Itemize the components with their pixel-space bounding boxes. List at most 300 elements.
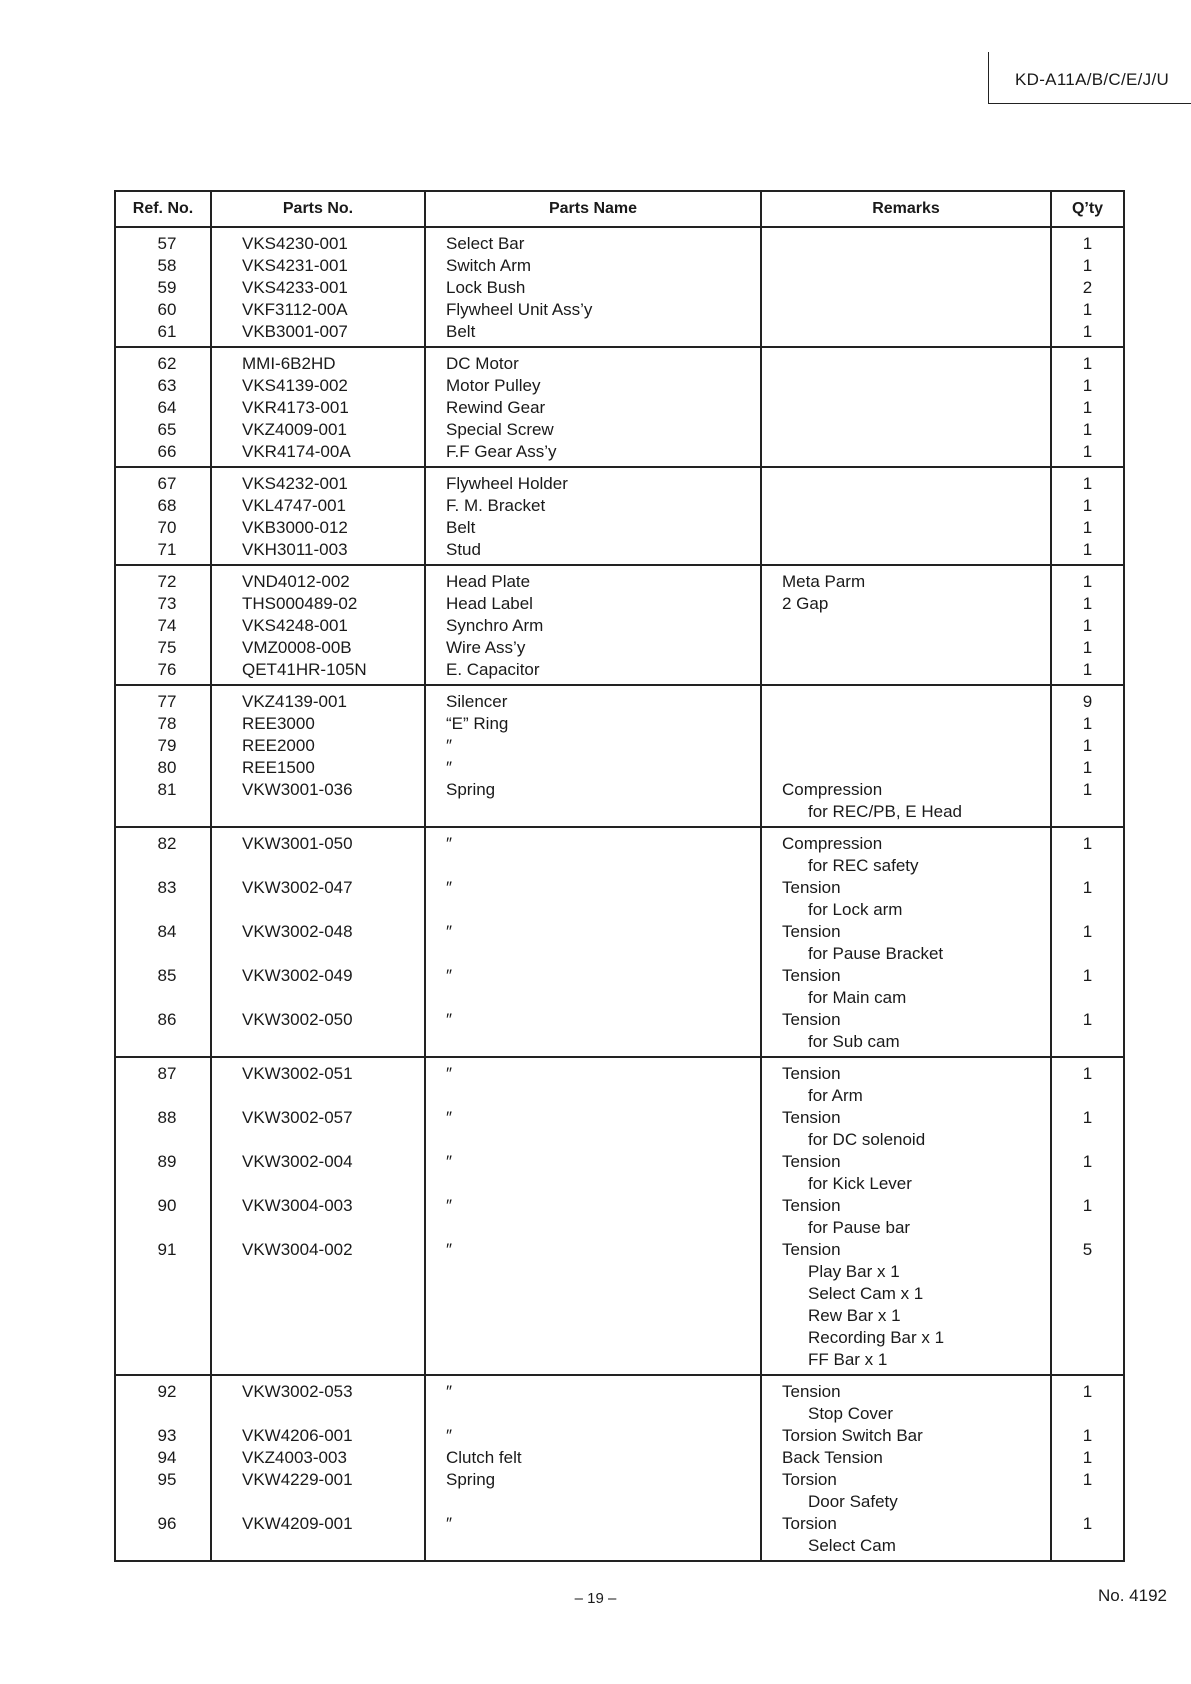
col-header-qty: Q’ty [1051, 191, 1124, 227]
quantity-cell: 1 [1051, 539, 1124, 565]
parts-name-cell: ″ [425, 965, 761, 1009]
ref-no-cell: 64 [115, 397, 211, 419]
table-row [115, 1513, 1124, 1561]
ref-no-cell: 79 [115, 735, 211, 757]
table-row [115, 565, 1124, 593]
parts-no-cell: VKW3004-002 [211, 1239, 425, 1283]
remarks-subtext: for Pause Bracket [808, 944, 944, 963]
parts-name-cell: Synchro Arm [425, 615, 761, 637]
table-row [115, 255, 1124, 277]
quantity-cell: 1 [1051, 1375, 1124, 1425]
remarks-cell [761, 1305, 1051, 1327]
quantity-cell: 1 [1051, 1057, 1124, 1107]
parts-no-cell: VKS4231-001 [211, 255, 425, 277]
ref-no-cell: 75 [115, 637, 211, 659]
remarks-text: Torsion [782, 1514, 837, 1533]
parts-name-cell: F. M. Bracket [425, 495, 761, 517]
remarks-subtext: Recording Bar x 1 [808, 1328, 945, 1347]
parts-no-cell: VKS4233-001 [211, 277, 425, 299]
remarks-text: Meta Parm [782, 572, 866, 591]
parts-name-cell: ″ [425, 757, 761, 779]
quantity-cell: 1 [1051, 1469, 1124, 1513]
ref-no-cell: 78 [115, 713, 211, 735]
table-row [115, 375, 1124, 397]
quantity-cell: 9 [1051, 685, 1124, 713]
quantity-cell: 1 [1051, 1009, 1124, 1057]
ref-no-cell: 87 [115, 1057, 211, 1107]
parts-name-cell: ″ [425, 827, 761, 877]
parts-no-cell: VKW3002-057 [211, 1107, 425, 1151]
remarks-subtext: Stop Cover [808, 1404, 894, 1423]
ref-no-cell: 80 [115, 757, 211, 779]
ref-no-cell: 65 [115, 419, 211, 441]
quantity-cell: 1 [1051, 321, 1124, 347]
parts-name-cell: Clutch felt [425, 1447, 761, 1469]
quantity-cell: 1 [1051, 227, 1124, 255]
remarks-cell [761, 277, 1051, 299]
parts-name-cell: Belt [425, 517, 761, 539]
remarks-subtext: for Sub cam [808, 1032, 900, 1051]
parts-no-cell: VKW3001-050 [211, 827, 425, 877]
remarks-cell [761, 1469, 1051, 1513]
ref-no-cell [115, 1283, 211, 1305]
remarks-cell [761, 1425, 1051, 1447]
parts-no-cell [211, 1305, 425, 1327]
remarks-cell [761, 441, 1051, 467]
quantity-cell [1051, 1305, 1124, 1327]
remarks-cell [761, 227, 1051, 255]
table-row [115, 685, 1124, 713]
table-row [115, 615, 1124, 637]
remarks-cell [761, 299, 1051, 321]
ref-no-cell: 72 [115, 565, 211, 593]
quantity-cell: 1 [1051, 1447, 1124, 1469]
ref-no-cell: 61 [115, 321, 211, 347]
ref-no-cell: 96 [115, 1513, 211, 1561]
quantity-cell: 1 [1051, 713, 1124, 735]
remarks-text: Tension [782, 922, 841, 941]
remarks-subtext: for Lock arm [808, 900, 903, 919]
parts-name-cell: Rewind Gear [425, 397, 761, 419]
ref-no-cell: 68 [115, 495, 211, 517]
remarks-cell [761, 565, 1051, 593]
parts-name-cell: Silencer [425, 685, 761, 713]
ref-no-cell: 58 [115, 255, 211, 277]
parts-name-cell [425, 1283, 761, 1305]
parts-name-cell: Flywheel Holder [425, 467, 761, 495]
parts-name-cell [425, 1349, 761, 1375]
table-row [115, 659, 1124, 685]
remarks-cell [761, 1107, 1051, 1151]
remarks-subtext: Select Cam [808, 1536, 896, 1555]
parts-name-cell: Flywheel Unit Ass’y [425, 299, 761, 321]
document-number: No. 4192 [1098, 1586, 1167, 1605]
ref-no-cell: 70 [115, 517, 211, 539]
quantity-cell [1051, 1327, 1124, 1349]
parts-name-cell: ″ [425, 1057, 761, 1107]
parts-name-cell: ″ [425, 877, 761, 921]
row-group [115, 347, 1124, 467]
remarks-cell [761, 877, 1051, 921]
remarks-cell [761, 1239, 1051, 1283]
ref-no-cell: 88 [115, 1107, 211, 1151]
ref-no-cell: 95 [115, 1469, 211, 1513]
remarks-cell [761, 495, 1051, 517]
quantity-cell: 1 [1051, 299, 1124, 321]
parts-no-cell: VND4012-002 [211, 565, 425, 593]
quantity-cell: 1 [1051, 827, 1124, 877]
parts-no-cell: VKZ4009-001 [211, 419, 425, 441]
table-row [115, 637, 1124, 659]
remarks-text: Tension [782, 966, 841, 985]
parts-no-cell: VKW3002-049 [211, 965, 425, 1009]
ref-no-cell [115, 1327, 211, 1349]
parts-no-cell: VKW3002-051 [211, 1057, 425, 1107]
ref-no-cell [115, 1305, 211, 1327]
remarks-cell [761, 1375, 1051, 1425]
remarks-cell [761, 1349, 1051, 1375]
table-row [115, 495, 1124, 517]
remarks-cell [761, 347, 1051, 375]
remarks-cell [761, 779, 1051, 827]
table-row [115, 1057, 1124, 1107]
row-group [115, 827, 1124, 1057]
table-row [115, 1283, 1124, 1305]
parts-no-cell: VKW3002-047 [211, 877, 425, 921]
table-row [115, 397, 1124, 419]
page-number: – 19 – [574, 1590, 617, 1607]
quantity-cell: 1 [1051, 375, 1124, 397]
ref-no-cell: 74 [115, 615, 211, 637]
table-row [115, 965, 1124, 1009]
remarks-text: 2 Gap [782, 594, 829, 613]
quantity-cell: 1 [1051, 255, 1124, 277]
quantity-cell: 1 [1051, 347, 1124, 375]
ref-no-cell: 86 [115, 1009, 211, 1057]
parts-name-cell: ″ [425, 1107, 761, 1151]
table-row [115, 1239, 1124, 1283]
ref-no-cell: 93 [115, 1425, 211, 1447]
remarks-subtext: for DC solenoid [808, 1130, 926, 1149]
parts-no-cell: VKW4209-001 [211, 1513, 425, 1561]
ref-no-cell: 77 [115, 685, 211, 713]
table-row [115, 713, 1124, 735]
table-row [115, 827, 1124, 877]
quantity-cell [1051, 1283, 1124, 1305]
remarks-text: Compression [782, 780, 883, 799]
parts-name-cell: ″ [425, 1425, 761, 1447]
remarks-cell [761, 735, 1051, 757]
table-row [115, 1469, 1124, 1513]
ref-no-cell: 76 [115, 659, 211, 685]
parts-no-cell: REE3000 [211, 713, 425, 735]
remarks-text: Torsion [782, 1470, 837, 1489]
parts-name-cell: ″ [425, 921, 761, 965]
model-number: KD-A11A/B/C/E/J/U [1015, 70, 1170, 89]
remarks-cell [761, 1513, 1051, 1561]
parts-no-cell: REE2000 [211, 735, 425, 757]
table-row [115, 539, 1124, 565]
parts-name-cell: E. Capacitor [425, 659, 761, 685]
parts-no-cell [211, 1349, 425, 1375]
ref-no-cell: 84 [115, 921, 211, 965]
ref-no-cell: 60 [115, 299, 211, 321]
remarks-cell [761, 757, 1051, 779]
row-group [115, 227, 1124, 347]
ref-no-cell: 63 [115, 375, 211, 397]
ref-no-cell [115, 1349, 211, 1375]
remarks-cell [761, 539, 1051, 565]
table-row [115, 517, 1124, 539]
table-row [115, 1375, 1124, 1425]
remarks-text: Tension [782, 1108, 841, 1127]
parts-no-cell: VKB3001-007 [211, 321, 425, 347]
remarks-cell [761, 713, 1051, 735]
remarks-cell [761, 467, 1051, 495]
parts-name-cell: Special Screw [425, 419, 761, 441]
parts-name-cell: Head Label [425, 593, 761, 615]
remarks-cell [761, 685, 1051, 713]
parts-no-cell: VKR4173-001 [211, 397, 425, 419]
parts-name-cell: Belt [425, 321, 761, 347]
table-row [115, 735, 1124, 757]
remarks-cell [761, 593, 1051, 615]
remarks-cell [761, 375, 1051, 397]
parts-name-cell: F.F Gear Ass’y [425, 441, 761, 467]
parts-name-cell: Switch Arm [425, 255, 761, 277]
quantity-cell: 1 [1051, 1107, 1124, 1151]
quantity-cell: 1 [1051, 593, 1124, 615]
parts-no-cell: VKL4747-001 [211, 495, 425, 517]
parts-name-cell: ″ [425, 1195, 761, 1239]
table-row [115, 1009, 1124, 1057]
remarks-subtext: Play Bar x 1 [808, 1262, 900, 1281]
table-row [115, 779, 1124, 827]
quantity-cell: 1 [1051, 467, 1124, 495]
remarks-cell [761, 637, 1051, 659]
parts-no-cell [211, 1327, 425, 1349]
parts-no-cell: VKH3011-003 [211, 539, 425, 565]
quantity-cell: 1 [1051, 965, 1124, 1009]
table-row [115, 921, 1124, 965]
remarks-subtext: for Arm [808, 1086, 863, 1105]
table-row [115, 441, 1124, 467]
header-row [115, 191, 1124, 227]
remarks-text: Compression [782, 834, 883, 853]
quantity-cell: 1 [1051, 1195, 1124, 1239]
remarks-subtext: for Main cam [808, 988, 907, 1007]
quantity-cell: 1 [1051, 637, 1124, 659]
parts-no-cell: VKZ4139-001 [211, 685, 425, 713]
row-group [115, 1375, 1124, 1561]
remarks-subtext: for REC safety [808, 856, 919, 875]
remarks-cell [761, 321, 1051, 347]
col-header-parts-name: Parts Name [425, 191, 761, 227]
remarks-subtext: Door Safety [808, 1492, 898, 1511]
remarks-text: Tension [782, 1382, 841, 1401]
remarks-subtext: for REC/PB, E Head [808, 802, 963, 821]
quantity-cell: 1 [1051, 397, 1124, 419]
ref-no-cell: 66 [115, 441, 211, 467]
ref-no-cell: 57 [115, 227, 211, 255]
quantity-cell: 1 [1051, 615, 1124, 637]
parts-name-cell: Motor Pulley [425, 375, 761, 397]
parts-no-cell: VKW4229-001 [211, 1469, 425, 1513]
parts-no-cell: VKB3000-012 [211, 517, 425, 539]
ref-no-cell: 94 [115, 1447, 211, 1469]
parts-no-cell: VKS4139-002 [211, 375, 425, 397]
quantity-cell: 1 [1051, 735, 1124, 757]
parts-name-cell: Spring [425, 1469, 761, 1513]
row-group [115, 565, 1124, 685]
parts-no-cell: VKW3002-004 [211, 1151, 425, 1195]
table-row [115, 321, 1124, 347]
ref-no-cell: 82 [115, 827, 211, 877]
table-row [115, 1425, 1124, 1447]
parts-name-cell: Head Plate [425, 565, 761, 593]
parts-name-cell: ″ [425, 1239, 761, 1283]
remarks-cell [761, 921, 1051, 965]
quantity-cell [1051, 1349, 1124, 1375]
quantity-cell: 1 [1051, 441, 1124, 467]
table-row [115, 277, 1124, 299]
ref-no-cell: 62 [115, 347, 211, 375]
parts-no-cell [211, 1283, 425, 1305]
quantity-cell: 1 [1051, 659, 1124, 685]
parts-no-cell: VKW3002-048 [211, 921, 425, 965]
remarks-cell [761, 965, 1051, 1009]
quantity-cell: 1 [1051, 1151, 1124, 1195]
parts-name-cell: ″ [425, 1151, 761, 1195]
parts-no-cell: VKS4232-001 [211, 467, 425, 495]
remarks-text: Tension [782, 1152, 841, 1171]
ref-no-cell: 73 [115, 593, 211, 615]
remarks-cell [761, 827, 1051, 877]
ref-no-cell: 92 [115, 1375, 211, 1425]
parts-no-cell: VKS4230-001 [211, 227, 425, 255]
ref-no-cell: 90 [115, 1195, 211, 1239]
remarks-cell [761, 1195, 1051, 1239]
parts-name-cell: Select Bar [425, 227, 761, 255]
ref-no-cell: 91 [115, 1239, 211, 1283]
parts-name-cell: ″ [425, 735, 761, 757]
parts-no-cell: QET41HR-105N [211, 659, 425, 685]
parts-no-cell: VKW4206-001 [211, 1425, 425, 1447]
table-row [115, 227, 1124, 255]
ref-no-cell: 67 [115, 467, 211, 495]
quantity-cell: 1 [1051, 877, 1124, 921]
quantity-cell: 1 [1051, 565, 1124, 593]
col-header-parts-no: Parts No. [211, 191, 425, 227]
table-row [115, 419, 1124, 441]
parts-no-cell: VKW3001-036 [211, 779, 425, 827]
parts-name-cell: Stud [425, 539, 761, 565]
remarks-text: Tension [782, 1064, 841, 1083]
remarks-text: Tension [782, 1010, 841, 1029]
parts-name-cell: Lock Bush [425, 277, 761, 299]
table-row [115, 347, 1124, 375]
parts-no-cell: VKW3002-050 [211, 1009, 425, 1057]
parts-no-cell: VKW3004-003 [211, 1195, 425, 1239]
remarks-cell [761, 419, 1051, 441]
parts-no-cell: REE1500 [211, 757, 425, 779]
remarks-subtext: FF Bar x 1 [808, 1350, 888, 1369]
remarks-subtext: for Kick Lever [808, 1174, 912, 1193]
ref-no-cell: 81 [115, 779, 211, 827]
parts-name-cell: “E” Ring [425, 713, 761, 735]
remarks-cell [761, 1283, 1051, 1305]
parts-no-cell: VKZ4003-003 [211, 1447, 425, 1469]
table-row [115, 877, 1124, 921]
quantity-cell: 2 [1051, 277, 1124, 299]
remarks-subtext: Select Cam x 1 [808, 1284, 924, 1303]
remarks-cell [761, 397, 1051, 419]
remarks-text: Torsion Switch Bar [782, 1426, 923, 1445]
col-header-remarks: Remarks [761, 191, 1051, 227]
table-row [115, 1447, 1124, 1469]
row-group [115, 1057, 1124, 1375]
parts-no-cell: MMI-6B2HD [211, 347, 425, 375]
parts-name-cell [425, 1305, 761, 1327]
remarks-subtext: Rew Bar x 1 [808, 1306, 901, 1325]
col-header-ref-no: Ref. No. [115, 191, 211, 227]
table-row [115, 593, 1124, 615]
remarks-cell [761, 1057, 1051, 1107]
quantity-cell: 1 [1051, 921, 1124, 965]
quantity-cell: 1 [1051, 1425, 1124, 1447]
parts-name-cell: Wire Ass’y [425, 637, 761, 659]
quantity-cell: 1 [1051, 517, 1124, 539]
table-row [115, 757, 1124, 779]
parts-no-cell: VKW3002-053 [211, 1375, 425, 1425]
remarks-cell [761, 1009, 1051, 1057]
parts-no-cell: VKF3112-00A [211, 299, 425, 321]
parts-no-cell: THS000489-02 [211, 593, 425, 615]
row-group [115, 685, 1124, 827]
row-group [115, 467, 1124, 565]
remarks-cell [761, 1447, 1051, 1469]
quantity-cell: 1 [1051, 1513, 1124, 1561]
table-row [115, 1327, 1124, 1349]
quantity-cell: 1 [1051, 757, 1124, 779]
ref-no-cell: 83 [115, 877, 211, 921]
table-row [115, 299, 1124, 321]
quantity-cell: 5 [1051, 1239, 1124, 1283]
remarks-cell [761, 659, 1051, 685]
ref-no-cell: 85 [115, 965, 211, 1009]
ref-no-cell: 89 [115, 1151, 211, 1195]
remarks-cell [761, 255, 1051, 277]
parts-name-cell: ″ [425, 1375, 761, 1425]
quantity-cell: 1 [1051, 419, 1124, 441]
quantity-cell: 1 [1051, 495, 1124, 517]
parts-name-cell: ″ [425, 1009, 761, 1057]
parts-no-cell: VKS4248-001 [211, 615, 425, 637]
parts-name-cell [425, 1327, 761, 1349]
parts-no-cell: VMZ0008-00B [211, 637, 425, 659]
remarks-text: Back Tension [782, 1448, 883, 1467]
remarks-text: Tension [782, 878, 841, 897]
quantity-cell: 1 [1051, 779, 1124, 827]
parts-no-cell: VKR4174-00A [211, 441, 425, 467]
parts-name-cell: ″ [425, 1513, 761, 1561]
parts-table [114, 190, 1125, 1562]
table-row [115, 1349, 1124, 1375]
remarks-cell [761, 1327, 1051, 1349]
parts-name-cell: Spring [425, 779, 761, 827]
table-row [115, 467, 1124, 495]
remarks-cell [761, 615, 1051, 637]
